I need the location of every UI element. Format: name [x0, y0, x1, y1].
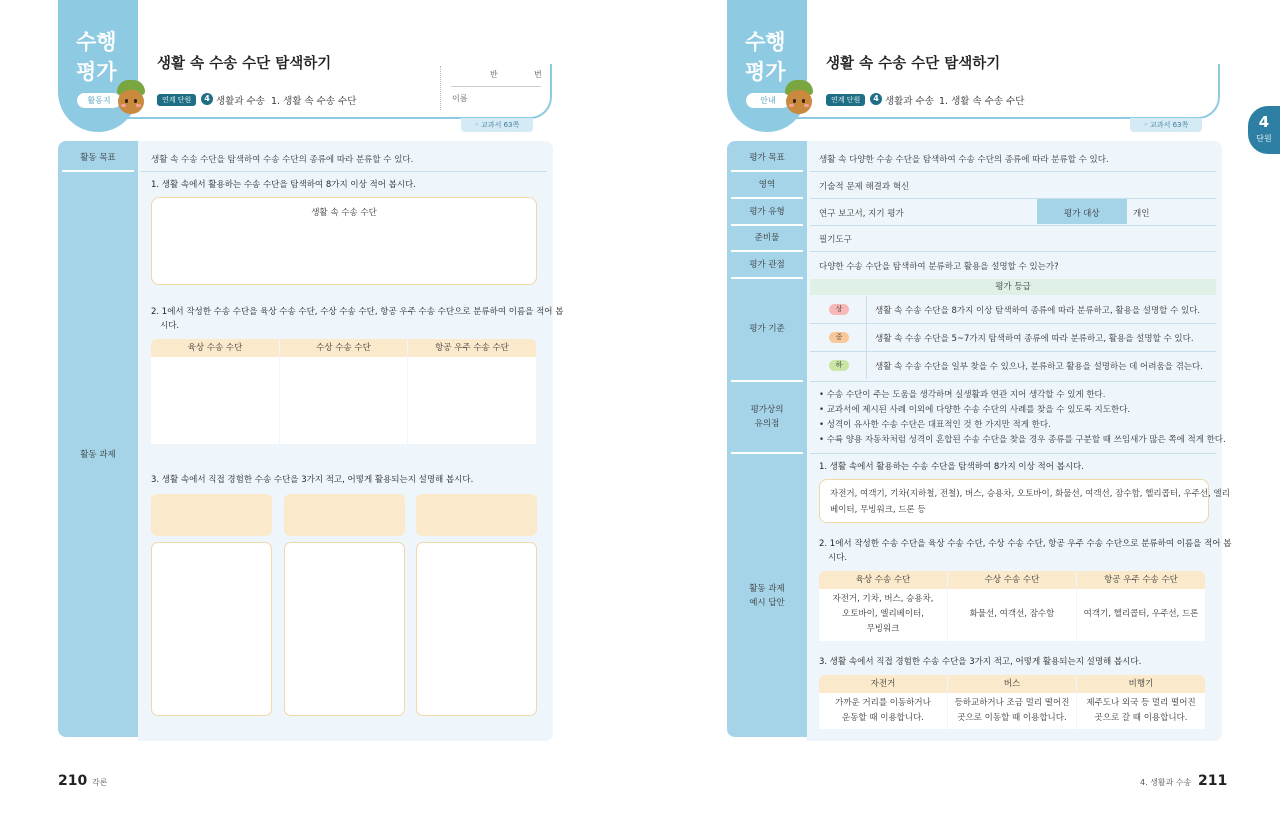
- grade-badge-low: 하: [829, 360, 849, 371]
- right-tab-pill: 안내: [746, 93, 790, 108]
- left-q1: 1. 생활 속에서 활용하는 수송 수단을 탐색하여 8가지 이상 적어 봅시다.: [151, 180, 416, 190]
- grade-badge-high: 상: [829, 304, 849, 315]
- right-q2-land-line2: 오토바이, 엘리베이터,: [841, 609, 924, 619]
- left-task-label: 활동 과제: [80, 450, 116, 460]
- right-goal-text: 생활 속 다양한 수송 수단을 탐색하여 수송 수단의 종류에 따라 분류할 수 있다.: [819, 155, 1109, 165]
- note-3: • 성격이 유사한 수송 수단은 대표적인 것 한 가지만 적게 한다.: [819, 420, 1051, 430]
- right-q2-cell-land: [819, 589, 947, 641]
- name-label: 이름: [452, 94, 468, 103]
- right-q3: 3. 생활 속에서 직접 경험한 수송 수단을 3가지 적고, 어떻게 활용되는지 설명해 봅시다.: [819, 657, 1142, 667]
- grade-text-mid: 생활 속 수송 수단을 5~7가지 탐색하여 종류에 따라 분류하고, 활용을 설명할 수 있다.: [875, 334, 1194, 344]
- right-q1-answer-line1: 자전거, 여객기, 기차(지하철, 전철), 버스, 승용차, 오토바이, 화물선, 여객선, 잠수함, 헬리콥터, 우주선, 엘리: [830, 489, 1230, 499]
- right-page-number: 211: [1198, 773, 1228, 789]
- left-q3-card-3[interactable]: [416, 542, 537, 716]
- left-unit-number: 4: [201, 93, 213, 105]
- right-view-text: 다양한 수송 수단을 탐색하여 분류하고 활용을 설명할 수 있는가?: [819, 262, 1059, 272]
- grade-header: 평가 등급: [810, 279, 1216, 295]
- left-q3-card-2[interactable]: [284, 542, 405, 716]
- right-q3-bike-line1: 가까운 거리를 이동하거나: [835, 698, 931, 708]
- right-goal-label: 평가 목표: [749, 153, 785, 163]
- left-unit-sub: 1. 생활 속 수송 수단: [271, 96, 357, 107]
- left-q1-answer-box[interactable]: [151, 197, 537, 285]
- left-mascot-icon: [116, 80, 146, 118]
- right-q3-cell-plane: [1077, 693, 1205, 729]
- name-fields: [440, 66, 542, 110]
- left-q3-card-top-1[interactable]: [151, 494, 272, 536]
- left-q3: 3. 생활 속에서 직접 경험한 수송 수단을 3가지 적고, 어떻게 활용되는지 설명해 봅시다.: [151, 475, 474, 485]
- grade-text-low: 생활 속 수송 수단을 일부 찾을 수 있으나, 분류하고 활용을 설명하는 데 어려움을 겪는다.: [875, 362, 1203, 372]
- right-target-label: 평가 대상: [1064, 209, 1100, 219]
- left-q3-card-1[interactable]: [151, 542, 272, 716]
- note-4: • 수륙 양용 자동차처럼 성격이 혼합된 수송 수단을 찾을 경우 종류를 구분할 때 쓰임새가 많은 쪽에 적게 한다.: [819, 435, 1226, 445]
- right-q2-header-land: 육상 수송 수단: [819, 571, 947, 589]
- right-area-text: 기술적 문제 해결과 혁신: [819, 182, 910, 192]
- left-q2-cell-land[interactable]: [151, 357, 279, 444]
- left-side-column: [58, 141, 138, 737]
- left-q2-cell-water[interactable]: [280, 357, 407, 444]
- right-mascot-icon: [784, 80, 814, 118]
- right-prep-text: 필기도구: [819, 235, 852, 245]
- right-notes-label-1: 평가상의: [750, 405, 784, 415]
- right-ans-label-2: 예시 답안: [749, 598, 785, 608]
- left-q3-card-top-3[interactable]: [416, 494, 537, 536]
- right-q1-answer-box: [819, 479, 1230, 523]
- right-q2-header-air: 항공 우주 수송 수단: [1077, 571, 1205, 589]
- right-q2-water: 화물선, 여객선, 잠수함: [969, 609, 1055, 619]
- right-unit-number: 4: [870, 93, 882, 105]
- right-q2-line2: 시다.: [828, 553, 848, 563]
- unit-side-tab-label: 단원: [1256, 134, 1272, 143]
- left-q2-header-air: 항공 우주 수송 수단: [408, 339, 536, 357]
- note-1: • 수송 수단이 주는 도움을 생각하며 실생활과 연관 지어 생각할 수 있게 한다.: [819, 390, 1106, 400]
- right-q2-cell-air: [1077, 589, 1205, 641]
- left-goal-label: 활동 목표: [80, 153, 116, 163]
- right-prep-label: 준비물: [754, 233, 780, 243]
- note-2: • 교과서에 제시된 사례 이외에 다양한 수송 수단의 사례를 찾을 수 있도록 지도한다.: [819, 405, 1131, 415]
- right-textbook-ref: ◦ 교과서 63쪽: [1130, 118, 1202, 132]
- left-q2-line2: 시다.: [160, 321, 180, 331]
- right-ans-label-1: 활동 과제: [749, 584, 785, 594]
- left-tab-pill: 활동지: [77, 93, 121, 108]
- left-q2-header-water: 수상 수송 수단: [280, 339, 407, 357]
- grade-badge-mid: 중: [829, 332, 849, 343]
- left-goal-text: 생활 속 수송 수단을 탐색하여 수송 수단의 종류에 따라 분류할 수 있다.: [151, 155, 414, 165]
- right-view-label: 평가 관점: [749, 260, 785, 270]
- right-q2-header-water: 수상 수송 수단: [948, 571, 1076, 589]
- right-tab-word1: 수행: [745, 30, 786, 54]
- right-area-label: 영역: [758, 180, 776, 190]
- right-type-text: 연구 보고서, 지기 평가: [819, 209, 904, 219]
- right-page-label: 4. 생활과 수송: [1140, 778, 1192, 787]
- right-unit-sub: 1. 생활 속 수송 수단: [939, 96, 1025, 107]
- left-page-number: 210: [58, 773, 88, 789]
- left-unit-name: 생활과 수송: [216, 96, 265, 107]
- right-notes-label-2: 유의점: [754, 419, 780, 429]
- right-q3-header-bike: 자전거: [819, 675, 947, 693]
- left-q3-card-top-2[interactable]: [284, 494, 405, 536]
- left-q1-box-title: 생활 속 수송 수단: [311, 208, 377, 218]
- right-q1-answer-line2: 베이터, 무빙워크, 드론 등: [830, 505, 926, 515]
- right-q3-plane-line1: 제주도나 외국 등 멀리 떨어진: [1086, 698, 1196, 708]
- left-textbook-ref: ◦ 교과서 63쪽: [461, 118, 533, 132]
- unit-side-tab-number: 4: [1258, 113, 1270, 131]
- left-unit-badge: 연계 단원: [157, 94, 196, 106]
- left-q2-line1: 2. 1에서 작성한 수송 수단을 육상 수송 수단, 수상 수송 수단, 항공 우주 수송 수단으로 분류하여 이름을 적어 봅: [151, 307, 564, 317]
- right-q3-cell-bike: [819, 693, 947, 729]
- right-q1: 1. 생활 속에서 활용하는 수송 수단을 탐색하여 8가지 이상 적어 봅시다.: [819, 462, 1084, 472]
- left-q2-cell-air[interactable]: [408, 357, 536, 444]
- grade-text-high: 생활 속 수송 수단을 8가지 이상 탐색하여 종류에 따라 분류하고, 활용을 설명할 수 있다.: [875, 306, 1201, 316]
- right-q2-land-line3: 무빙워크: [866, 624, 900, 634]
- left-q2-header-land: 육상 수송 수단: [151, 339, 279, 357]
- number-label: 번: [534, 70, 542, 79]
- right-target-text: 개인: [1133, 209, 1150, 219]
- right-q3-header-bus: 버스: [948, 675, 1076, 693]
- left-tab-word1: 수행: [76, 30, 117, 54]
- right-q2-air: 여객기, 헬리콥터, 우주선, 드론: [1083, 609, 1199, 619]
- left-tab-word2: 평가: [76, 60, 117, 84]
- right-criteria-label: 평가 기준: [749, 324, 785, 334]
- right-q2-land-line1: 자전거, 기차, 버스, 승용차,: [832, 594, 934, 604]
- class-label: 반: [490, 70, 498, 79]
- left-page-label: 각론: [92, 778, 108, 787]
- unit-side-tab[interactable]: [1248, 106, 1280, 154]
- right-q3-bus-line1: 등하교하거나 조금 멀리 떨어진: [954, 698, 1070, 708]
- right-q2-cell-water: [948, 589, 1076, 641]
- right-unit-badge: 연계 단원: [826, 94, 865, 106]
- right-title: 생활 속 수송 수단 탐색하기: [826, 56, 1001, 72]
- left-title: 생활 속 수송 수단 탐색하기: [157, 56, 332, 72]
- right-q3-bus-line2: 곳으로 이동할 때 이용합니다.: [957, 713, 1067, 723]
- right-tab-word2: 평가: [745, 60, 786, 84]
- right-q3-cell-bus: [948, 693, 1076, 729]
- right-q3-header-plane: 비행기: [1077, 675, 1205, 693]
- right-type-label: 평가 유형: [749, 207, 785, 217]
- right-unit-name: 생활과 수송: [885, 96, 934, 107]
- right-q3-bike-line2: 운동할 때 이용합니다.: [841, 713, 924, 723]
- right-q2-line1: 2. 1에서 작성한 수송 수단을 육상 수송 수단, 수상 수송 수단, 항공 우주 수송 수단으로 분류하여 이름을 적어 봅: [819, 539, 1232, 549]
- right-q3-plane-line2: 곳으로 갈 때 이용합니다.: [1094, 713, 1188, 723]
